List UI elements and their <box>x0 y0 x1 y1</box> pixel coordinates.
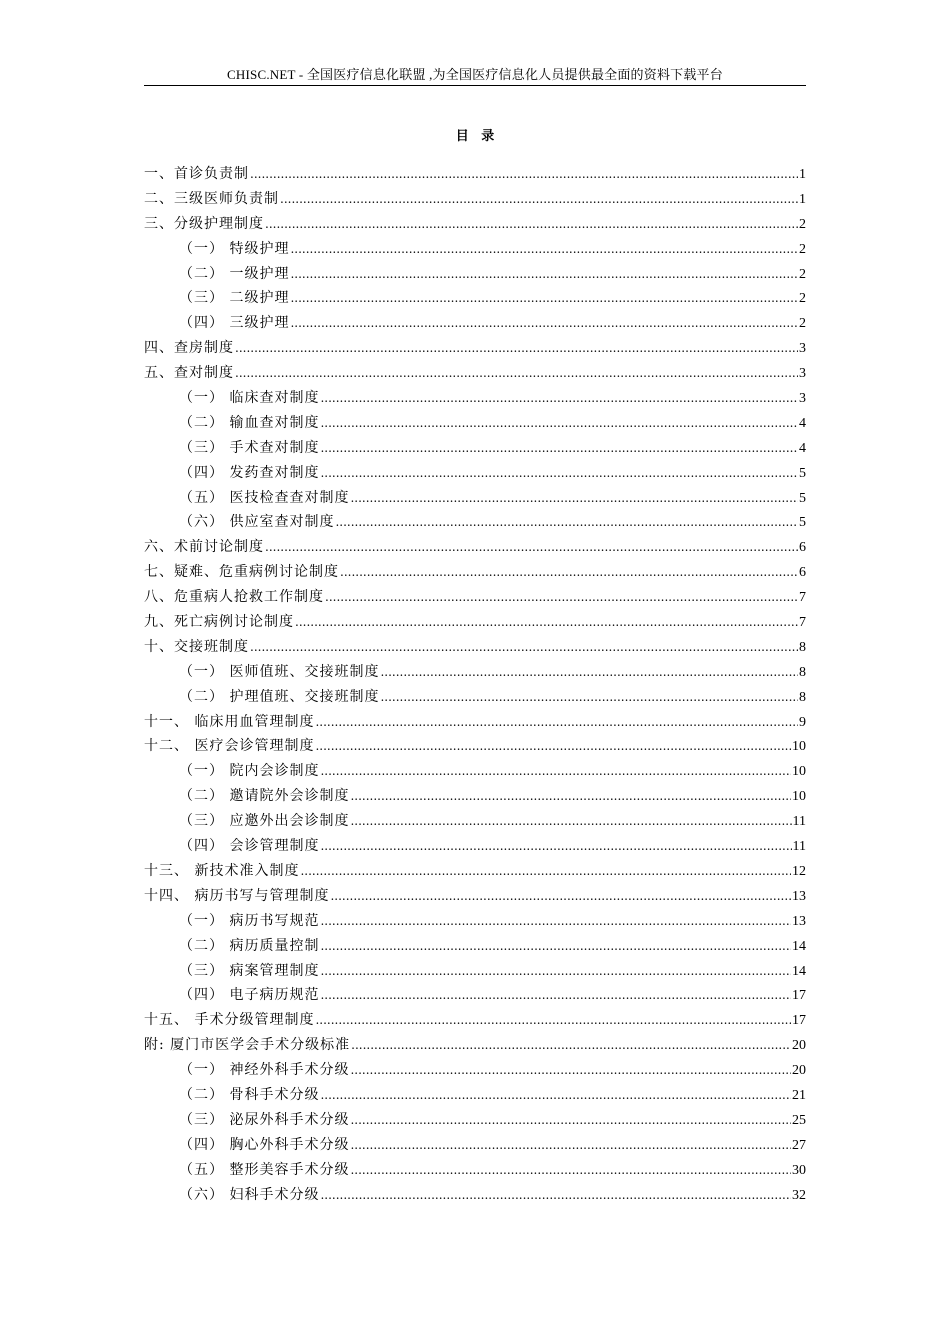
toc-entry-label: （四） 电子病历规范 <box>179 987 320 1004</box>
toc-entry[interactable] <box>144 983 806 1008</box>
toc-entry-label: 七、疑难、危重病例讨论制度 <box>144 564 339 581</box>
toc-entry-label: 十四、 病历书写与管理制度 <box>144 887 330 904</box>
toc-entry-label: （三） 二级护理 <box>179 290 290 307</box>
toc-entry[interactable] <box>144 262 806 287</box>
toc-entry-label: （二） 骨科手术分级 <box>179 1086 320 1103</box>
toc-entry-label: 六、术前讨论制度 <box>144 539 264 556</box>
toc-entry-label: 十二、 医疗会诊管理制度 <box>144 738 315 755</box>
toc-entry[interactable] <box>144 212 806 237</box>
dot-leader <box>315 710 798 735</box>
dot-leader <box>320 436 798 461</box>
table-of-contents <box>144 162 806 1207</box>
toc-entry-label: 十、交接班制度 <box>144 638 249 655</box>
dot-leader <box>350 1108 791 1133</box>
toc-entry-label: 八、危重病人抢救工作制度 <box>144 589 324 606</box>
toc-entry[interactable] <box>144 510 806 535</box>
toc-entry[interactable] <box>144 361 806 386</box>
toc-entry[interactable] <box>144 1033 806 1058</box>
toc-entry-page-number: 3 <box>799 391 806 407</box>
toc-entry-label: （一） 临床查对制度 <box>179 390 320 407</box>
toc-entry-label: 五、查对制度 <box>144 365 234 382</box>
toc-entry[interactable] <box>144 635 806 660</box>
toc-entry-page-number: 20 <box>792 1038 806 1054</box>
toc-entry[interactable] <box>144 809 806 834</box>
toc-entry-label: （二） 一级护理 <box>179 265 290 282</box>
toc-entry[interactable] <box>144 560 806 585</box>
dot-leader <box>320 461 798 486</box>
toc-entry[interactable] <box>144 187 806 212</box>
toc-entry[interactable] <box>144 1108 806 1133</box>
toc-entry[interactable] <box>144 909 806 934</box>
toc-entry-page-number: 14 <box>792 963 806 979</box>
toc-entry-label: （一） 医师值班、交接班制度 <box>179 663 380 680</box>
toc-entry-page-number: 1 <box>799 167 806 182</box>
toc-entry-page-number: 17 <box>792 1013 806 1029</box>
toc-entry-label: 十三、 新技术准入制度 <box>144 862 300 879</box>
toc-entry-page-number: 11 <box>792 839 806 855</box>
toc-entry-label: （三） 应邀外出会诊制度 <box>179 813 350 830</box>
toc-entry-label: （四） 胸心外科手术分级 <box>179 1136 350 1153</box>
dot-leader <box>290 237 798 262</box>
toc-entry-label: （二） 护理值班、交接班制度 <box>179 688 380 705</box>
toc-entry[interactable] <box>144 934 806 959</box>
toc-entry-label: （二） 病历质量控制 <box>179 937 320 954</box>
toc-entry[interactable] <box>144 535 806 560</box>
toc-entry-page-number: 30 <box>792 1162 806 1178</box>
toc-entry-label: （五） 整形美容手术分级 <box>179 1161 350 1178</box>
toc-title: 目 录 <box>455 129 495 144</box>
toc-entry-label: 一、首诊负责制 <box>144 166 249 182</box>
toc-entry-label: （三） 泌尿外科手术分级 <box>179 1111 350 1128</box>
dot-leader <box>320 834 791 859</box>
toc-entry-page-number: 7 <box>799 590 806 606</box>
toc-entry[interactable] <box>144 759 806 784</box>
toc-entry-page-number: 25 <box>792 1112 806 1128</box>
dot-leader <box>290 311 798 336</box>
dot-leader <box>350 1158 791 1183</box>
toc-entry[interactable] <box>144 461 806 486</box>
dot-leader <box>280 187 798 212</box>
dot-leader <box>250 635 798 660</box>
toc-entry-page-number: 10 <box>792 789 806 805</box>
toc-entry-page-number: 3 <box>799 366 806 382</box>
dot-leader <box>320 411 798 436</box>
toc-entry[interactable] <box>144 610 806 635</box>
toc-entry-page-number: 3 <box>799 341 806 357</box>
toc-entry[interactable] <box>144 1158 806 1183</box>
toc-entry-label: （六） 妇科手术分级 <box>179 1186 320 1203</box>
toc-entry-label: 十一、 临床用血管理制度 <box>144 713 315 730</box>
toc-entry-label: （二） 邀请院外会诊制度 <box>179 788 350 805</box>
dot-leader <box>350 784 791 809</box>
toc-entry-page-number: 2 <box>799 241 806 257</box>
dot-leader <box>250 162 798 187</box>
toc-entry[interactable] <box>144 710 806 735</box>
dot-leader <box>380 685 798 710</box>
dot-leader <box>320 386 798 411</box>
toc-entry-label: （四） 会诊管理制度 <box>179 838 320 855</box>
toc-entry-page-number: 17 <box>792 988 806 1004</box>
toc-entry-label: 二、三级医师负责制 <box>144 190 279 207</box>
toc-entry-page-number: 1 <box>799 191 806 207</box>
toc-entry-page-number: 8 <box>799 689 806 705</box>
dot-leader <box>235 336 798 361</box>
dot-leader <box>320 983 791 1008</box>
toc-entry[interactable] <box>144 1008 806 1033</box>
toc-entry-page-number: 5 <box>799 490 806 506</box>
toc-entry-label: （二） 输血查对制度 <box>179 414 320 431</box>
toc-entry-page-number: 13 <box>792 913 806 929</box>
toc-entry[interactable] <box>144 162 806 187</box>
dot-leader <box>290 262 798 287</box>
toc-entry-label: （一） 神经外科手术分级 <box>179 1062 350 1079</box>
dot-leader <box>265 212 798 237</box>
toc-entry[interactable] <box>144 286 806 311</box>
toc-entry[interactable] <box>144 859 806 884</box>
dot-leader <box>340 560 798 585</box>
toc-entry-label: （三） 手术查对制度 <box>179 439 320 456</box>
toc-entry-page-number: 2 <box>799 291 806 307</box>
dot-leader <box>235 361 798 386</box>
toc-entry-page-number: 10 <box>792 764 806 780</box>
toc-entry-label: （三） 病案管理制度 <box>179 962 320 979</box>
dot-leader <box>320 1183 791 1208</box>
toc-entry-page-number: 5 <box>799 515 806 531</box>
dot-leader <box>350 1058 791 1083</box>
toc-entry-label: （一） 院内会诊制度 <box>179 763 320 780</box>
dot-leader <box>290 286 798 311</box>
toc-entry-page-number: 20 <box>792 1063 806 1079</box>
toc-entry-page-number: 4 <box>799 415 806 431</box>
toc-entry[interactable] <box>144 959 806 984</box>
toc-entry[interactable] <box>144 436 806 461</box>
toc-entry[interactable] <box>144 1183 806 1208</box>
toc-entry[interactable] <box>144 336 806 361</box>
toc-entry-label: 四、查房制度 <box>144 340 234 357</box>
dot-leader <box>320 959 791 984</box>
toc-entry-label: （六） 供应室查对制度 <box>179 514 335 531</box>
toc-entry[interactable] <box>144 486 806 511</box>
dot-leader <box>335 510 798 535</box>
toc-entry-page-number: 2 <box>799 266 806 282</box>
dot-leader <box>315 734 791 759</box>
toc-entry-label: （四） 三级护理 <box>179 315 290 332</box>
toc-entry-page-number: 7 <box>799 615 806 631</box>
toc-entry-label: （四） 发药查对制度 <box>179 464 320 481</box>
toc-entry-page-number: 12 <box>792 863 806 879</box>
toc-entry[interactable] <box>144 1083 806 1108</box>
toc-entry-page-number: 9 <box>799 714 806 730</box>
dot-leader <box>351 1033 791 1058</box>
dot-leader <box>350 486 798 511</box>
toc-entry-page-number: 5 <box>799 465 806 481</box>
toc-entry-label: （一） 病历书写规范 <box>179 912 320 929</box>
dot-leader <box>320 909 791 934</box>
toc-entry[interactable] <box>144 784 806 809</box>
toc-entry[interactable] <box>144 660 806 685</box>
toc-entry-page-number: 8 <box>799 639 806 655</box>
dot-leader <box>265 535 798 560</box>
toc-entry-label: 十五、 手术分级管理制度 <box>144 1012 315 1029</box>
toc-entry-page-number: 11 <box>792 814 806 830</box>
dot-leader <box>330 884 791 909</box>
toc-entry[interactable] <box>144 1058 806 1083</box>
dot-leader <box>380 660 798 685</box>
toc-entry-page-number: 4 <box>799 440 806 456</box>
toc-entry[interactable] <box>144 734 806 759</box>
toc-entry-page-number: 2 <box>799 216 806 232</box>
dot-leader <box>325 585 798 610</box>
toc-entry[interactable] <box>144 237 806 262</box>
header-divider <box>144 85 806 86</box>
dot-leader <box>320 934 791 959</box>
dot-leader <box>300 859 791 884</box>
toc-entry[interactable] <box>144 585 806 610</box>
toc-entry-page-number: 14 <box>792 938 806 954</box>
dot-leader <box>320 759 791 784</box>
toc-entry-page-number: 13 <box>792 888 806 904</box>
toc-entry-page-number: 10 <box>792 739 806 755</box>
toc-entry-page-number: 6 <box>799 540 806 556</box>
dot-leader <box>350 809 791 834</box>
dot-leader <box>295 610 798 635</box>
dot-leader <box>320 1083 791 1108</box>
toc-entry-page-number: 8 <box>799 664 806 680</box>
toc-entry[interactable] <box>144 1133 806 1158</box>
toc-entry-page-number: 27 <box>792 1137 806 1153</box>
toc-entry-label: （五） 医技检查查对制度 <box>179 489 350 506</box>
page-header: CHISC.NET - 全国医疗信息化联盟 ,为全国医疗信息化人员提供最全面的资料下载平台 <box>227 67 723 82</box>
dot-leader <box>315 1008 791 1033</box>
toc-entry-page-number: 2 <box>799 316 806 332</box>
toc-entry[interactable] <box>144 834 806 859</box>
toc-entry-label: 九、死亡病例讨论制度 <box>144 614 294 631</box>
toc-entry-page-number: 32 <box>792 1187 806 1203</box>
toc-entry-label: （一） 特级护理 <box>179 240 290 257</box>
toc-entry-page-number: 21 <box>792 1087 806 1103</box>
toc-entry[interactable] <box>144 411 806 436</box>
toc-entry[interactable] <box>144 884 806 909</box>
dot-leader <box>350 1133 791 1158</box>
toc-entry[interactable] <box>144 311 806 336</box>
toc-entry-label: 附: 厦门市医学会手术分级标准 <box>144 1037 351 1054</box>
toc-entry-label: 三、分级护理制度 <box>144 215 264 232</box>
toc-entry[interactable] <box>144 685 806 710</box>
toc-entry[interactable] <box>144 386 806 411</box>
toc-entry-page-number: 6 <box>799 565 806 581</box>
